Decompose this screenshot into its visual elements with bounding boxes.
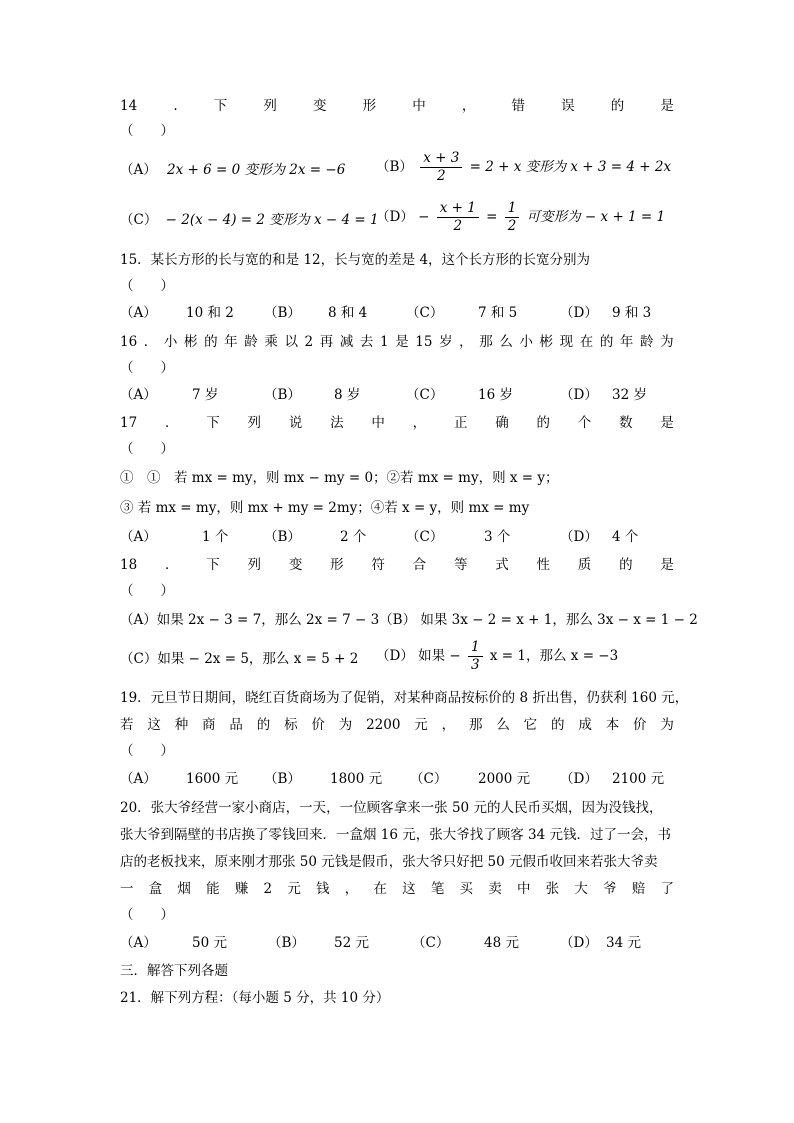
stem-char: 误 <box>561 98 575 114</box>
q14-option-b <box>376 150 671 185</box>
numerator: 1 <box>505 200 520 218</box>
stem-char: 若 <box>120 717 134 733</box>
stem-char: ， <box>459 334 473 350</box>
stem-char: 为 <box>660 717 674 733</box>
stem-char: 种 <box>174 717 189 733</box>
q14-option-d <box>376 200 665 235</box>
stem-char: 的 <box>619 557 633 573</box>
stem-char: 盒 <box>148 881 163 897</box>
option-label: （B） <box>264 771 301 787</box>
stem-char: 品 <box>229 717 243 733</box>
stem-char: 等 <box>453 557 468 573</box>
option-value: 48 元 <box>484 935 519 951</box>
q18-paren: （ ） <box>120 583 174 599</box>
stem-char: 的 <box>536 415 550 431</box>
stem-char: 是 <box>395 334 409 350</box>
stem-char: 本 <box>605 717 620 733</box>
stem-char: 正 <box>453 415 468 431</box>
option-label: （D） <box>560 529 598 545</box>
stem-char: 标 <box>284 717 298 733</box>
q17-stem <box>120 413 674 435</box>
option-label: （B） <box>376 159 413 175</box>
stem-char: 成 <box>578 717 592 733</box>
stem-char: 中 <box>412 98 426 114</box>
stem-char: 为 <box>660 334 674 350</box>
option-value: 1600 元 <box>186 771 239 787</box>
q20-line-1: 20．张大爷经营一家小商店，一天，一位顾客拿来一张 50 元的人民币买烟，因为没钱找， <box>120 800 663 816</box>
stem-char: 去 <box>359 334 374 350</box>
option-value: 50 元 <box>192 935 227 951</box>
q18-option-d <box>376 639 618 674</box>
q16-paren: （ ） <box>120 360 174 376</box>
stem-char: 说 <box>288 415 303 431</box>
option-label: （D） <box>560 387 598 403</box>
stem-char: 法 <box>330 415 344 431</box>
stem-char: 买 <box>459 881 474 897</box>
stem-char: 张 <box>545 881 560 897</box>
q17-paren: （ ） <box>120 441 174 457</box>
stem-char: 合 <box>412 557 427 573</box>
option-label: （C） <box>406 387 444 403</box>
q19-paren: （ ） <box>120 743 174 759</box>
denominator: 2 <box>453 218 463 234</box>
stem-char: 卖 <box>488 881 502 897</box>
stem-char: 再 <box>319 334 334 350</box>
stem-char: 18 <box>120 557 138 573</box>
stem-char: 错 <box>511 98 525 114</box>
equals-sign: = <box>486 209 498 225</box>
option-label: （C） <box>410 771 448 787</box>
stem-char: 赔 <box>631 881 646 897</box>
option-value: 8 和 4 <box>328 305 368 321</box>
stem-char: 彬 <box>539 334 554 350</box>
option-label: （D） <box>560 305 598 321</box>
stem-char: ， <box>441 717 456 733</box>
numerator: x + 1 <box>437 200 479 218</box>
q20-line-3: 店的老板找来，原来刚才那张 50 元钱是假币，张大爷只好把 50 元假币收回来若张大爷卖 <box>120 854 658 870</box>
stem-char: ． <box>164 415 179 431</box>
q14-paren: （ ） <box>120 123 174 139</box>
option-text: x = 1，那么 x = −3 <box>489 648 619 664</box>
stem-char: 么 <box>499 334 513 350</box>
stem-char: 这 <box>402 881 416 897</box>
q17-statement-line-1: ① ① 若 mx = my，则 mx − my = 0；②若 mx = my，则 x = y； <box>120 470 559 486</box>
option-value: 3 个 <box>484 529 511 545</box>
section-heading: 三．解答下列各题 <box>120 963 228 979</box>
stem-char: 2 <box>304 334 314 350</box>
option-value: 9 和 3 <box>612 305 652 321</box>
stem-char: 彬 <box>183 334 198 350</box>
stem-char: 的 <box>551 717 565 733</box>
stem-char: 价 <box>311 717 325 733</box>
option-label: （A） <box>120 162 157 178</box>
option-value: 34 元 <box>606 935 641 951</box>
option-label: （A） <box>120 771 157 787</box>
stem-char: 那 <box>479 334 493 350</box>
stem-char: 列 <box>247 557 262 573</box>
stem-char: 爷 <box>603 881 617 897</box>
stem-char: 数 <box>619 415 633 431</box>
stem-char: 它 <box>523 717 538 733</box>
stem-char: 形 <box>362 98 377 114</box>
stem-char: 现 <box>559 334 574 350</box>
option-value: 2000 元 <box>478 771 531 787</box>
option-label: （C） <box>406 529 444 545</box>
option-label: （C） <box>120 212 158 228</box>
fraction <box>468 639 483 674</box>
option-value: 1800 元 <box>330 771 383 787</box>
stem-char: . <box>173 98 178 114</box>
q14-option-a <box>120 160 345 180</box>
stem-char: 2200 <box>366 717 401 733</box>
option-value: 32 岁 <box>612 387 647 403</box>
denominator: 2 <box>507 218 517 234</box>
q15-paren: （ ） <box>120 278 174 294</box>
q14-stem <box>120 96 674 118</box>
option-label: （B） <box>268 935 305 951</box>
stem-char: 龄 <box>244 334 258 350</box>
stem-char: 乘 <box>264 334 278 350</box>
option-label: （D） <box>376 209 414 225</box>
q19-line-1: 19．元旦节日期间，晓红百货商场为了促销，对某种商品按标价的 8 折出售，仍获利 160 元， <box>120 690 689 706</box>
stem-char: 年 <box>224 334 238 350</box>
stem-char: 商 <box>202 717 216 733</box>
q18-options-ab: （A）如果 2x − 3 = 7，那么 2x = 7 − 3（B） 如果 3x − 2 = x + 1，那么 3x − x = 1 − 2 <box>120 612 698 628</box>
q20-line-4 <box>120 879 674 901</box>
stem-char: 个 <box>577 415 592 431</box>
stem-char: 变 <box>312 98 327 114</box>
option-value: 4 个 <box>612 529 639 545</box>
stem-char: 16 <box>120 334 138 350</box>
option-label: （C） <box>412 935 450 951</box>
stem-char: ． <box>143 334 158 350</box>
q18-stem <box>120 555 674 577</box>
stem-char: 下 <box>213 98 228 114</box>
stem-char: 这 <box>147 717 161 733</box>
option-value: 7 岁 <box>192 387 219 403</box>
stem-char: 列 <box>263 98 277 114</box>
option-label: （D） <box>560 935 598 951</box>
stem-char: 了 <box>660 881 674 897</box>
stem-char: 赚 <box>234 881 249 897</box>
stem-char: 减 <box>339 334 354 350</box>
option-text: = 2 + x 变形为 x + 3 = 4 + 2x <box>469 159 672 175</box>
stem-char: 是 <box>660 415 674 431</box>
option-label: （A） <box>120 935 157 951</box>
q15-stem: 15．某长方形的长与宽的和是 12，长与宽的差是 4，这个长方形的长宽分别为 <box>120 252 591 268</box>
stem-char: 的 <box>204 334 218 350</box>
stem-char: 下 <box>206 557 220 573</box>
fraction <box>437 200 479 235</box>
stem-char: 龄 <box>640 334 654 350</box>
option-value: 2100 元 <box>612 771 665 787</box>
minus-sign: − <box>418 209 430 225</box>
denominator: 2 <box>436 168 446 184</box>
stem-char: ， <box>344 881 359 897</box>
stem-char: 质 <box>577 557 592 573</box>
option-value: 2 个 <box>340 529 367 545</box>
stem-char: 一 <box>120 881 134 897</box>
option-label: （B） <box>264 305 301 321</box>
stem-char: 钱 <box>316 881 330 897</box>
stem-char: 14 <box>120 98 138 114</box>
stem-char: 式 <box>495 557 509 573</box>
q18-option-c: （C）如果 − 2x = 5，那么 x = 5 + 2 <box>120 651 359 667</box>
stem-char: 在 <box>579 334 594 350</box>
q21-stem: 21．解下列方程：（每小题 5 分，共 10 分） <box>120 990 390 1006</box>
stem-char: 大 <box>574 881 588 897</box>
option-label: （D） <box>560 771 598 787</box>
stem-char: ， <box>461 98 476 114</box>
stem-char: 符 <box>371 557 385 573</box>
option-label: （A） <box>120 387 157 403</box>
stem-char: 以 <box>284 334 298 350</box>
stem-char: 列 <box>247 415 262 431</box>
q20-paren: （ ） <box>120 907 174 923</box>
stem-char: 15 <box>415 334 433 350</box>
option-text: 可变形为 − x + 1 = 1 <box>526 209 666 225</box>
stem-char: 的 <box>610 98 625 114</box>
stem-char: 年 <box>619 334 634 350</box>
option-value: 52 元 <box>334 935 369 951</box>
option-label: （C） <box>406 305 444 321</box>
stem-char: 么 <box>496 717 510 733</box>
stem-char: 烟 <box>177 881 191 897</box>
stem-char: 的 <box>599 334 614 350</box>
option-label: （B） <box>264 529 301 545</box>
option-text: − 2(x − 4) = 2 变形为 x − 4 = 1 <box>165 212 379 228</box>
option-label: （A） <box>120 529 157 545</box>
numerator: x + 3 <box>420 150 462 168</box>
stem-char: 岁 <box>439 334 453 350</box>
stem-char: 元 <box>287 881 301 897</box>
option-value: 10 和 2 <box>186 305 234 321</box>
denominator: 3 <box>471 657 480 673</box>
option-text: （D） 如果 − <box>376 648 461 664</box>
stem-char: 的 <box>256 717 271 733</box>
q20-line-2: 张大爷到隔壁的书店换了零钱回来．一盒烟 16 元，张大爷找了顾客 34 元钱．过了一会，书 <box>120 827 672 843</box>
stem-char: 那 <box>468 717 483 733</box>
option-value: 7 和 5 <box>478 305 518 321</box>
stem-char: 小 <box>163 334 178 350</box>
q14-option-c <box>120 210 379 230</box>
stem-char: 确 <box>495 415 509 431</box>
stem-char: 1 <box>380 334 389 350</box>
option-label: （B） <box>264 387 301 403</box>
fraction <box>505 200 520 235</box>
option-value: 16 岁 <box>478 387 513 403</box>
stem-char: 是 <box>660 557 674 573</box>
stem-char: 是 <box>660 98 674 114</box>
stem-char: 能 <box>206 881 220 897</box>
stem-char: 中 <box>371 415 385 431</box>
stem-char: 17 <box>120 415 138 431</box>
stem-char: 变 <box>288 557 303 573</box>
stem-char: 性 <box>536 557 550 573</box>
stem-char: 为 <box>338 717 353 733</box>
stem-char: ． <box>164 557 179 573</box>
option-label: （A） <box>120 305 157 321</box>
q19-line-2 <box>120 715 674 737</box>
option-value: 1 个 <box>202 529 229 545</box>
option-text: 2x + 6 = 0 变形为 2x = −6 <box>167 162 346 178</box>
numerator: 1 <box>468 639 483 657</box>
stem-char: 元 <box>414 717 428 733</box>
stem-char: 2 <box>263 881 273 897</box>
stem-char: 笔 <box>430 881 445 897</box>
option-value: 8 岁 <box>334 387 361 403</box>
q16-stem <box>120 332 674 354</box>
stem-char: 在 <box>373 881 387 897</box>
stem-char: 形 <box>330 557 344 573</box>
stem-char: 下 <box>206 415 220 431</box>
stem-char: 小 <box>519 334 533 350</box>
fraction <box>420 150 462 185</box>
q17-statement-line-2: ③ 若 mx = my，则 mx + my = 2my；④若 x = y，则 mx = my <box>120 500 530 516</box>
stem-char: 价 <box>633 717 647 733</box>
stem-char: 中 <box>516 881 531 897</box>
stem-char: ， <box>412 415 427 431</box>
